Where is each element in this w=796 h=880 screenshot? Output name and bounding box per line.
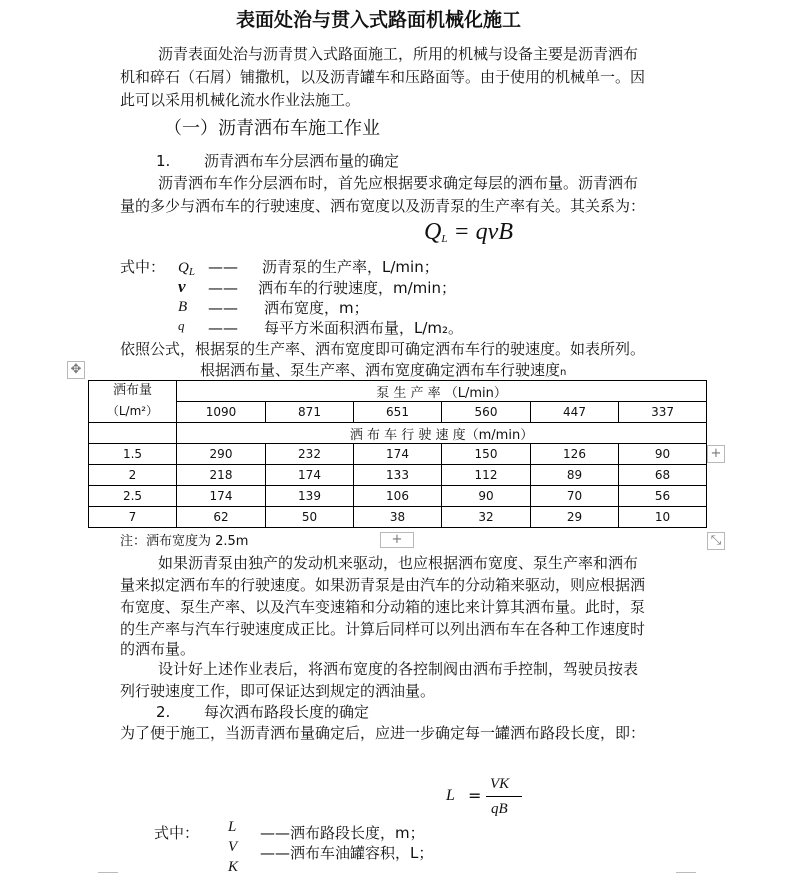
subheading-1-number: 1. — [156, 152, 171, 170]
empty-cell — [89, 423, 177, 444]
speed-cell: 139 — [266, 486, 354, 507]
table-header-row-1 — [89, 381, 707, 402]
speed-cell: 290 — [177, 444, 266, 465]
var-symbol-4: q — [178, 318, 185, 333]
page-corner-mark-right — [676, 872, 696, 873]
speed-cell: 70 — [531, 486, 619, 507]
speed-cell: 38 — [354, 507, 442, 528]
row-header-cell — [89, 381, 177, 423]
var-dash-2: —— — [208, 279, 238, 297]
speed-cell: 174 — [266, 465, 354, 486]
speed-cell: 90 — [619, 444, 707, 465]
para2-line-3: 布宽度、泵生产率、以及汽车变速箱和分动箱的速比来计算其洒布量。此时，泵 — [120, 598, 646, 616]
pump-rate-cell: 560 — [442, 402, 531, 423]
speed-cell: 232 — [266, 444, 354, 465]
table-row — [89, 486, 707, 507]
var-desc-4: 每平方米面积洒布量，L/m₂。 — [264, 319, 464, 337]
var2-symbol-3: K — [228, 859, 239, 875]
var-dash-3: —— — [208, 299, 238, 317]
after-formula-text: 依照公式，根据泵的生产率、洒布宽度即可确定洒布车行的驶速度。如表所列。 — [120, 340, 646, 358]
para3-line-2: 列行驶速度工作，即可保证达到规定的洒油量。 — [120, 682, 436, 700]
speed-cell: 112 — [442, 465, 531, 486]
formula-2-denominator: qB — [491, 801, 508, 817]
speed-cell: 174 — [177, 486, 266, 507]
speed-cell: 218 — [177, 465, 266, 486]
speed-cell: 56 — [619, 486, 707, 507]
formula-2-equals: = — [468, 786, 482, 805]
subheading-2-title: 每次洒布路段长度的确定 — [204, 703, 370, 721]
section-heading: （一）沥青洒布车施工作业 — [164, 118, 380, 139]
para4: 为了便于施工，当沥青洒布量确定后，应进一步确定每一罐洒布路段长度，即： — [120, 724, 646, 742]
add-column-button[interactable]: + — [707, 445, 725, 463]
pump-rate-cell: 447 — [531, 402, 619, 423]
pump-rate-row — [89, 402, 707, 423]
formula-1 — [424, 217, 513, 254]
pump-rate-header: 泵 生 产 率 （L/min） — [177, 381, 707, 402]
speed-cell: 50 — [266, 507, 354, 528]
var-dash-1: —— — [208, 258, 238, 276]
rate-cell: 2 — [89, 465, 177, 486]
table-resize-handle[interactable]: ⤡ — [707, 532, 725, 550]
var-symbol-1: $Q_L$ — [178, 260, 195, 278]
pump-rate-cell: 651 — [354, 402, 442, 423]
para-line-2: 量的多少与洒布车的行驶速度、洒布宽度以及沥青泵的生产率有关。其关系为： — [120, 197, 646, 215]
table-note: 注：洒布宽度为 2.5m — [120, 534, 249, 549]
formula-2-numerator: VK — [490, 776, 510, 792]
page-corner-mark-left — [98, 872, 118, 873]
speed-cell: 90 — [442, 486, 531, 507]
intro-line-2: 机和碎石（石屑）铺撒机，以及沥青罐车和压路面等。由于使用的机械单一。因 — [120, 68, 646, 86]
formula-1-rhs: = qvB — [447, 219, 513, 245]
intro-line-3: 此可以采用机械化流水作业法施工。 — [120, 91, 361, 109]
var-desc-3: 洒布宽度，m； — [264, 299, 369, 317]
row-header-line-1: 洒布量 — [112, 383, 152, 398]
rate-cell: 7 — [89, 507, 177, 528]
table-caption-text: 根据洒布量、泵生产率、洒布宽度确定洒布车行驶速度 — [200, 361, 561, 379]
subheading-2-number: 2. — [156, 703, 171, 721]
intro-line-1: 沥青表面处治与沥青贯入式路面施工，所用的机械与设备主要是沥青洒布 — [158, 45, 639, 63]
pump-rate-cell: 1090 — [177, 402, 266, 423]
formula-1-lhs: Q — [424, 219, 442, 245]
speed-cell: 10 — [619, 507, 707, 528]
table-row — [89, 507, 707, 528]
formula-2-lhs: L — [446, 787, 455, 804]
table-row — [89, 465, 707, 486]
para2-line-2: 量来拟定洒布车的行驶速度。如果沥青泵是由汽车的分动箱来驱动，则应根据洒 — [120, 576, 646, 594]
para2-line-5: 的洒布量。 — [120, 640, 196, 658]
speed-cell: 29 — [531, 507, 619, 528]
para3-line-1: 设计好上述作业表后，将洒布宽度的各控制阀由洒布手控制，驾驶员按表 — [158, 660, 639, 678]
para-line-1: 沥青洒布车作分层洒布时，首先应根据要求确定每层的洒布量。沥青洒布 — [158, 174, 639, 192]
speed-cell: 68 — [619, 465, 707, 486]
page-title: 表面处治与贯入式路面机械化施工 — [236, 9, 522, 31]
table-row — [89, 444, 707, 465]
var-desc-2: 洒布车的行驶速度，m/min； — [258, 279, 456, 297]
spray-speed-table — [88, 380, 707, 528]
where-label: 式中： — [120, 258, 166, 276]
subheading-1-title: 沥青洒布车分层洒布量的确定 — [204, 152, 400, 170]
speed-cell: 89 — [531, 465, 619, 486]
speed-cell: 126 — [531, 444, 619, 465]
var2-desc-1: ——洒布路段长度，m； — [260, 824, 425, 842]
formula-1-lhs-sub: L — [441, 233, 448, 245]
var-symbol-3: B — [178, 299, 188, 315]
where-label-2: 式中： — [154, 824, 200, 842]
table-move-handle[interactable]: ✥ — [67, 361, 85, 379]
speed-cell: 62 — [177, 507, 266, 528]
rate-cell: 2.5 — [89, 486, 177, 507]
pump-rate-cell: 337 — [619, 402, 707, 423]
var2-desc-2: ——洒布车油罐容积，L； — [260, 844, 434, 862]
var-dash-4: —— — [208, 319, 238, 337]
pump-rate-cell: 871 — [266, 402, 354, 423]
table-caption-mark: n — [560, 367, 567, 378]
speed-cell: 133 — [354, 465, 442, 486]
para2-line-4: 的生产率与汽车行驶速度成正比。计算后同样可以列出洒布车在各种工作速度时 — [120, 620, 646, 638]
rate-cell: 1.5 — [89, 444, 177, 465]
speed-cell: 150 — [442, 444, 531, 465]
var2-symbol-2: V — [228, 839, 238, 855]
var-symbol-2: v — [178, 277, 186, 296]
var2-symbol-1: L — [228, 819, 237, 835]
add-row-button[interactable]: + — [380, 532, 414, 548]
var-desc-1: 沥青泵的生产率，L/min； — [262, 258, 439, 276]
row-header-line-2: （L/m²） — [106, 404, 159, 418]
speed-cell: 32 — [442, 507, 531, 528]
formula-2-fraction-line — [486, 796, 522, 797]
speed-cell: 106 — [354, 486, 442, 507]
speed-cell: 174 — [354, 444, 442, 465]
para2-line-1: 如果沥青泵由独产的发动机来驱动，也应根据洒布宽度、泵生产率和洒布 — [158, 554, 639, 572]
speed-header: 洒 布 车 行 驶 速 度（m/min） — [177, 423, 707, 444]
speed-header-row — [89, 423, 707, 444]
